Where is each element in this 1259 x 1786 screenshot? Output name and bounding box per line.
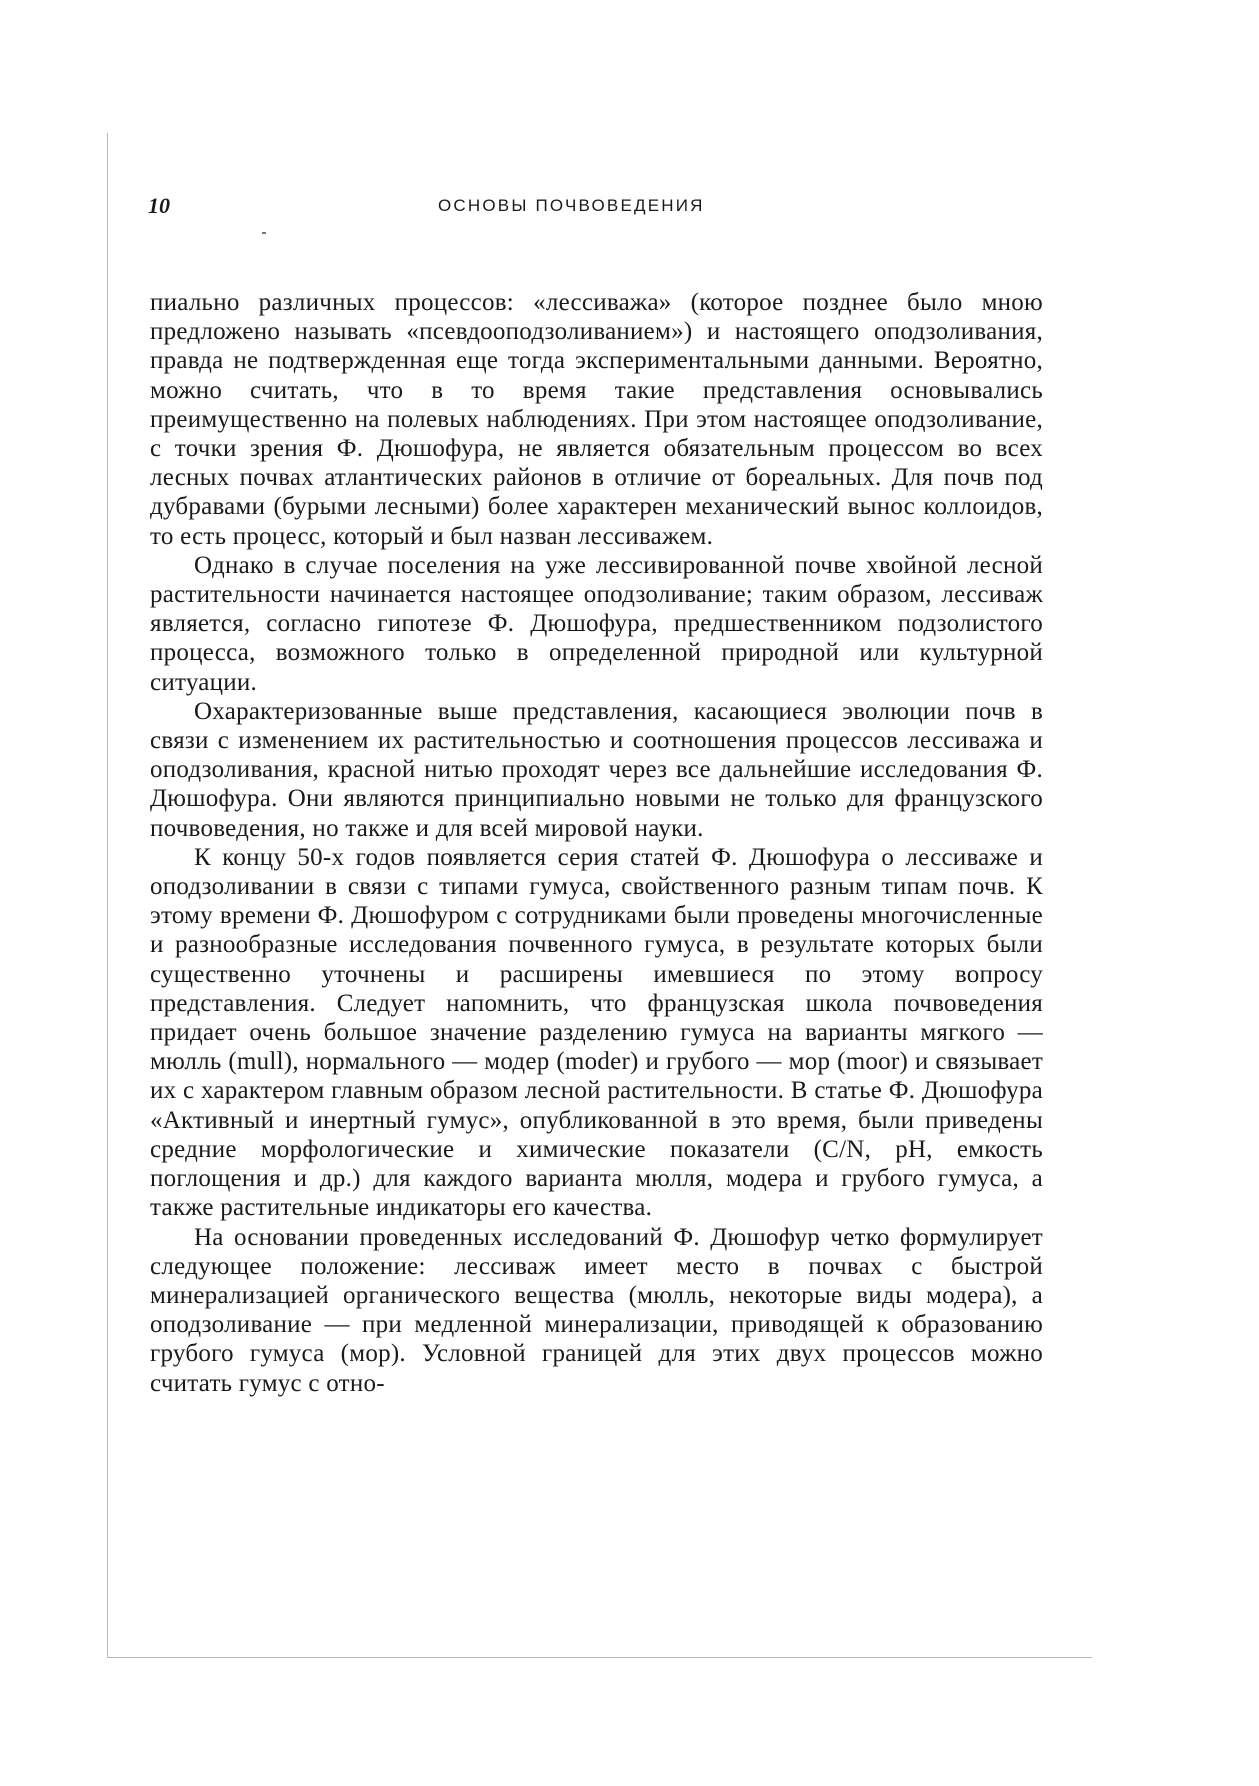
running-head	[148, 193, 1048, 223]
paragraph-4: К концу 50-х годов появляется серия статей Ф. Дюшофура о лессиваже и оподзоливании в связи с типами гумуса, свойственного разным типам почв. К этому времени Ф. Дюшофуром с сотрудниками были проведены многочисленные и разнообразные исследования почвенного гумуса, в результате которых были существенно уточнены и расширены имевшиеся по этому вопросу представления. Следует напомнить, что французская школа почвоведения придает очень большое значение разделению гумуса на варианты мягкого — мюлль (mull), нормального — модер (moder) и грубого — мор (moor) и связывает их с характером главным образом лесной растительности. В статье Ф. Дюшофура «Активный и инертный гумус», опубликованной в это время, были приведены средние морфологические и химические показатели (C/N, pH, емкость поглощения и др.) для каждого варианта мюлля, модера и грубого гумуса, а также растительные индикаторы его качества.	[150, 843, 1043, 1222]
paragraph-1: пиально различных процессов: «лессиважа» (которое позднее было мною предложено называть «псевдооподзоливанием») и настоящего оподзоливания, правда не подтвержденная еще тогда экспериментальными данными. Вероятно, можно считать, что в то время такие представления основывались преимущественно на полевых наблюдениях. При этом настоящее оподзоливание, с точки зрения Ф. Дюшофура, не является обязательным процессом во всех лесных почвах атлантических районов в отличие от бореальных. Для почв под дубравами (бурыми лесными) более характерен механический вынос коллоидов, то есть процесс, который и был назван лессиважем.	[150, 289, 1043, 550]
scan-frame-left-border	[107, 133, 108, 1658]
paragraph-5: На основании проведенных исследований Ф. Дюшофур четко формулирует следующее положение: лессиваж имеет место в почвах с быстрой минерализацией органического вещества (мюлль, некоторые виды модера), а оподзоливание — при медленной минерализации, приводящей к образованию грубого гумуса (мор). Условной границей для этих двух процессов можно считать гумус с отно-	[150, 1223, 1043, 1397]
scan-frame-bottom-border	[107, 1657, 1092, 1658]
text-body	[150, 288, 1043, 1398]
running-title: ОСНОВЫ ПОЧВОВЕДЕНИЯ	[438, 196, 705, 215]
scan-speck	[262, 232, 266, 234]
page-number: 10	[148, 193, 170, 218]
paragraph-3: Охарактеризованные выше представления, касающиеся эволюции почв в связи с изменением их растительностью и соотношения процессов лессиважа и оподзоливания, красной нитью проходят через все дальнейшие исследования Ф. Дюшофура. Они являются принципиально новыми не только для французского почвоведения, но также и для всей мировой науки.	[150, 697, 1043, 842]
paragraph-2: Однако в случае поселения на уже лессивированной почве хвойной лесной растительности начинается настоящее оподзоливание; таким образом, лессиваж является, согласно гипотезе Ф. Дюшофура, предшественником подзолистого процесса, возможного только в определенной природной или культурной ситуации.	[150, 551, 1043, 696]
